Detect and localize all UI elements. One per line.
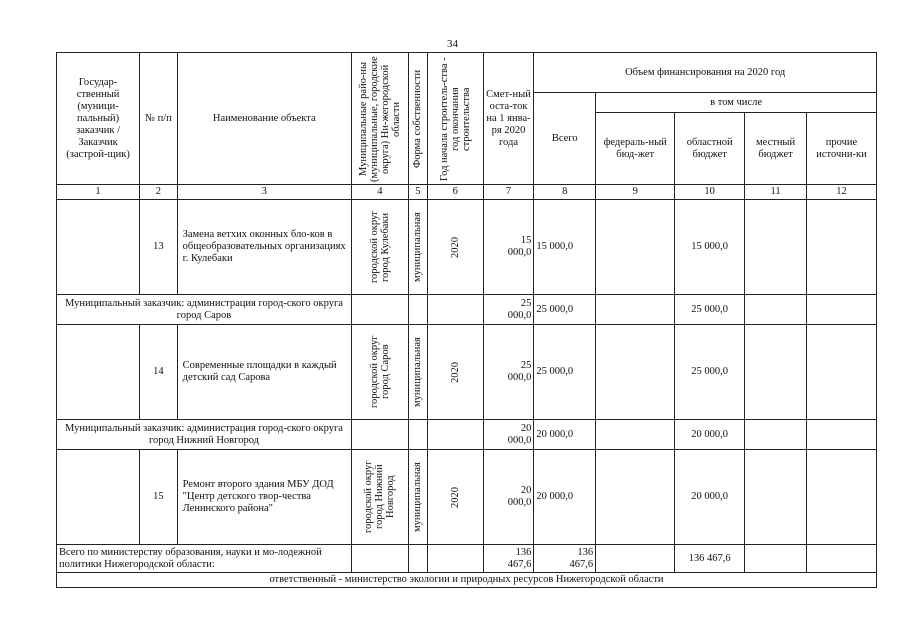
cell-district xyxy=(351,200,408,295)
responsible-line: ответственный - министерство экологии и природных ресурсов Нижегородской области xyxy=(57,573,877,588)
table-row xyxy=(57,295,877,325)
district-text: городской округ город Саров xyxy=(368,335,391,409)
cell-federal xyxy=(596,420,675,450)
col-number: 9 xyxy=(596,185,675,200)
page-number: 34 xyxy=(447,38,458,50)
estimate-value: 25 000,0 xyxy=(507,360,532,383)
col-number: 12 xyxy=(806,185,876,200)
table-row xyxy=(57,420,877,450)
cell-estimate xyxy=(483,420,534,450)
financing-table xyxy=(56,52,877,588)
cell-regional: 20 000,0 xyxy=(675,450,745,545)
table-row xyxy=(57,450,877,545)
header-funding-group: Объем финансирования на 2020 год xyxy=(534,53,877,93)
cell-district xyxy=(351,450,408,545)
header-total: Всего xyxy=(534,93,596,185)
cell-local xyxy=(745,545,807,573)
cell-estimate xyxy=(483,450,534,545)
header-district-cell xyxy=(351,53,408,185)
cell-empty xyxy=(351,295,408,325)
cell-customer xyxy=(57,200,140,295)
table-row xyxy=(57,573,877,588)
cell-other xyxy=(806,325,876,420)
cell-total: 20 000,0 xyxy=(534,420,596,450)
customer-label: Муниципальный заказчик: администрация город-ского округа город Нижний Новгород xyxy=(57,420,352,450)
col-number: 6 xyxy=(427,185,483,200)
cell-local xyxy=(745,325,807,420)
header-ownership: Форма собственности xyxy=(412,69,424,168)
total-value: 136 467,6 xyxy=(569,546,594,570)
cell-years xyxy=(427,200,483,295)
cell-regional: 136 467,6 xyxy=(675,545,745,573)
cell-regional: 20 000,0 xyxy=(675,420,745,450)
ownership-text: муниципальная xyxy=(412,337,424,407)
cell-empty xyxy=(408,420,427,450)
cell-ownership xyxy=(408,450,427,545)
cell-years xyxy=(427,325,483,420)
cell-total: 25 000,0 xyxy=(534,295,596,325)
cell-empty xyxy=(427,295,483,325)
cell-num: 14 xyxy=(140,325,178,420)
col-number: 10 xyxy=(675,185,745,200)
estimate-value: 20 000,0 xyxy=(507,422,532,446)
header-years: Год начала строитель-ства - год окончания строительства xyxy=(438,56,472,181)
cell-empty xyxy=(408,295,427,325)
cell-empty xyxy=(408,545,427,573)
cell-total: 25 000,0 xyxy=(534,325,596,420)
col-number: 2 xyxy=(140,185,178,200)
cell-federal xyxy=(596,200,675,295)
table-row xyxy=(57,545,877,573)
header-years-cell xyxy=(427,53,483,185)
cell-other xyxy=(806,420,876,450)
cell-object-name: Современные площадки в каждый детский сад Сарова xyxy=(177,325,351,420)
ownership-text: муниципальная xyxy=(412,462,424,532)
cell-federal xyxy=(596,545,675,573)
cell-empty xyxy=(427,420,483,450)
cell-other xyxy=(806,450,876,545)
header-row-1 xyxy=(57,53,877,93)
cell-estimate xyxy=(483,325,534,420)
cell-estimate xyxy=(483,545,534,573)
cell-total xyxy=(534,545,596,573)
cell-local xyxy=(745,295,807,325)
cell-regional: 25 000,0 xyxy=(675,325,745,420)
cell-empty xyxy=(351,545,408,573)
district-text: городской округ город Кулебаки xyxy=(368,210,391,284)
cell-object-name: Замена ветхих оконных бло-ков в общеобразовательных организациях г. Кулебаки xyxy=(177,200,351,295)
district-text: городской округ город Нижний Новгород xyxy=(363,460,397,534)
cell-empty xyxy=(351,420,408,450)
total-label: Всего по министерству образования, науки и мо-лодежной политики Нижегородской области: xyxy=(57,545,352,573)
col-number: 1 xyxy=(57,185,140,200)
cell-other xyxy=(806,295,876,325)
col-number: 7 xyxy=(483,185,534,200)
cell-empty xyxy=(427,545,483,573)
header-num: № п/п xyxy=(140,53,178,185)
cell-federal xyxy=(596,325,675,420)
cell-federal xyxy=(596,450,675,545)
header-local: местный бюджет xyxy=(745,113,807,185)
header-object-name: Наименование объекта xyxy=(177,53,351,185)
cell-total: 15 000,0 xyxy=(534,200,596,295)
cell-district xyxy=(351,325,408,420)
cell-local xyxy=(745,420,807,450)
cell-federal xyxy=(596,295,675,325)
cell-other xyxy=(806,200,876,295)
cell-other xyxy=(806,545,876,573)
estimate-value: 15 000,0 xyxy=(507,235,532,258)
col-number: 8 xyxy=(534,185,596,200)
cell-years xyxy=(427,450,483,545)
cell-customer xyxy=(57,325,140,420)
cell-local xyxy=(745,450,807,545)
years-text: 2020 xyxy=(449,361,461,383)
cell-ownership xyxy=(408,200,427,295)
table-row xyxy=(57,200,877,295)
years-text: 2020 xyxy=(449,486,461,508)
cell-total: 20 000,0 xyxy=(534,450,596,545)
cell-object-name: Ремонт второго здания МБУ ДОД "Центр детского твор-чества Ленинского района" xyxy=(177,450,351,545)
header-district: Муниципальные райо-ны (муниципальные, городские округа) Ни-жегородской области xyxy=(357,55,402,182)
cell-regional: 15 000,0 xyxy=(675,200,745,295)
header-regional: областной бюджет xyxy=(675,113,745,185)
cell-num: 15 xyxy=(140,450,178,545)
cell-regional: 25 000,0 xyxy=(675,295,745,325)
estimate-value: 136 467,6 xyxy=(507,546,532,570)
column-numbers-row xyxy=(57,185,877,200)
cell-ownership xyxy=(408,325,427,420)
customer-label: Муниципальный заказчик: администрация город-ского округа город Саров xyxy=(57,295,352,325)
header-other: прочие источни-ки xyxy=(806,113,876,185)
header-ownership-cell xyxy=(408,53,427,185)
cell-customer xyxy=(57,450,140,545)
cell-estimate xyxy=(483,200,534,295)
col-number: 4 xyxy=(351,185,408,200)
header-estimate: Смет-ный оста-ток на 1 янва-ря 2020 года xyxy=(483,53,534,185)
estimate-value: 20 000,0 xyxy=(507,485,532,508)
table-row xyxy=(57,325,877,420)
col-number: 5 xyxy=(408,185,427,200)
header-federal: федераль-ный бюд-жет xyxy=(596,113,675,185)
cell-local xyxy=(745,200,807,295)
header-customer: Государ-ственный (муници-пальный) заказчик / Заказчик (застрой-щик) xyxy=(57,53,140,185)
cell-num: 13 xyxy=(140,200,178,295)
ownership-text: муниципальная xyxy=(412,212,424,282)
col-number: 3 xyxy=(177,185,351,200)
estimate-value: 25 000,0 xyxy=(507,297,532,321)
header-including: в том числе xyxy=(596,93,877,113)
cell-estimate xyxy=(483,295,534,325)
col-number: 11 xyxy=(745,185,807,200)
years-text: 2020 xyxy=(449,236,461,258)
